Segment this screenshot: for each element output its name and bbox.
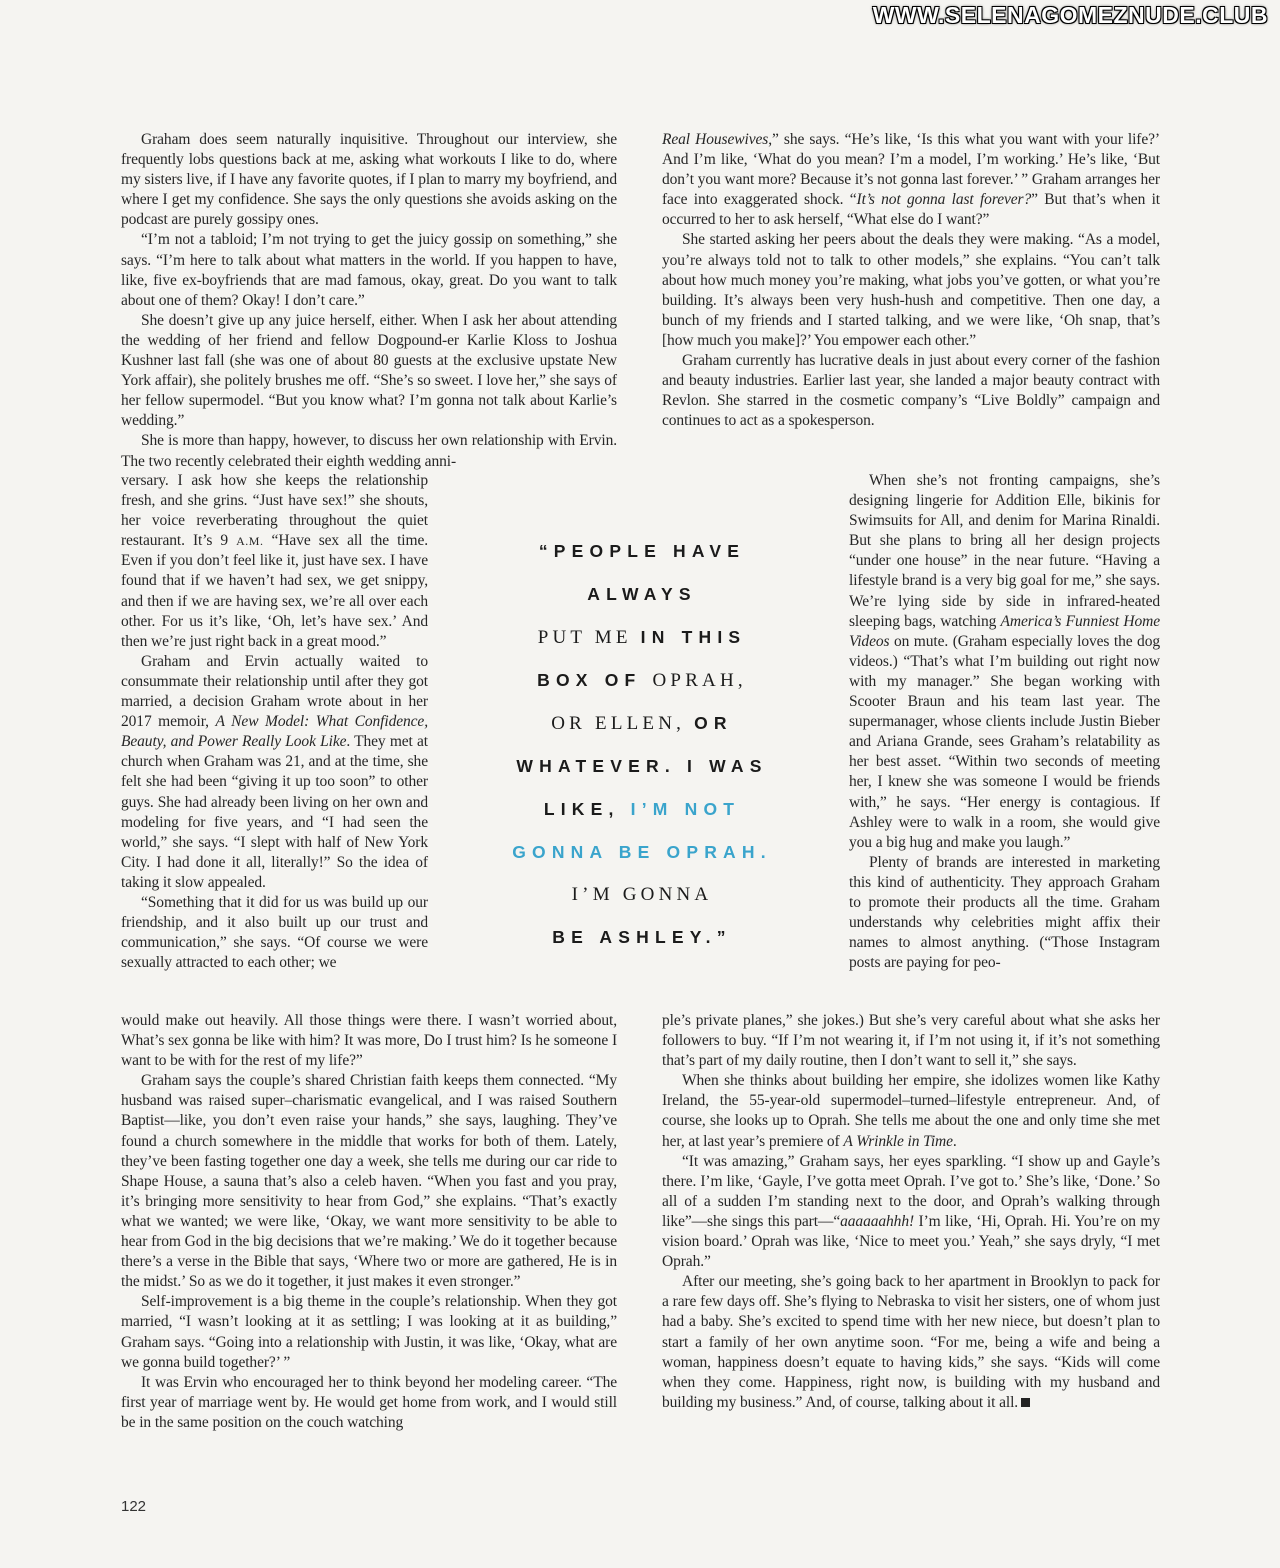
paragraph: Real Housewives,” she says. “He’s like, ‘Is this what you want with your life?’ And I’m like, ‘What do you mean? I’m a model, I’m working.’ He’s like, ‘But don’t you want more? Because it’s not gonna last forever.’ ” Graham arranges her face into exaggerated shock. “It’s not gonna last forever?” But that’s when it occurred to her to ask herself, “What else do I want?” xyxy=(662,131,1160,229)
paragraph: Graham and Ervin actually waited to consummate their relationship until after they got married, a decision Graham wrote about in her 2017 memoir, A New Model: What Confidence, Beauty, and Power Really Look Like. They met at church when Graham was 21, and at the time, she felt she had been “giving it up too soon” to other guys. She had already been living on her own and modeling for five years, and “I had seen the world,” she says. “I slept with half of New York City. I had done it all, literally!” So the idea of taking it slow appealed. xyxy=(121,652,428,891)
paragraph: When she’s not fronting campaigns, she’s designing lingerie for Addition Elle, bikinis for Swimsuits for All, and denim for Marina Rinaldi. But she plans to bring all her design projects “under one house” in the near future. “Having a lifestyle brand is a very big goal for me,” she says. We’re lying side by side in infrared-heated sleeping bags, watching America’s Funniest Home Videos on mute. (Graham especially loves the dog videos.) “That’s what I’m building out right now with my manager.” She began working with Scooter Braun and his team last year. The supermanager, whose clients include Justin Bieber and Ariana Grande, sees Graham’s relatability as her best asset. “Within two seconds of meeting her, I knew she was someone I would be friends with,” he says. “Her energy is contagious. If Ashley were to walk in a room, she would give you a big hug and make you laugh.” xyxy=(849,472,1160,851)
paragraph: She doesn’t give up any juice herself, either. When I ask her about attending the wedding of her friend and fellow Dogpound-er Karlie Kloss to Joshua Kushner last fall (she was one of about 80 guests at the exclusive upstate New York affair), she politely brushes me off. “She’s so sweet. I love her,” she says of her fellow supermodel. “But you know what? I’m gonna not talk about Karlie’s wedding.” xyxy=(121,311,617,430)
pull-quote xyxy=(470,530,814,959)
article-column-left-bottom xyxy=(121,1011,617,1433)
show-title: Real Housewives xyxy=(662,131,769,148)
paragraph: “Something that it did for us was build up our friendship, and it also built up our trust and communication,” she says. “Of course we were sexually attracted to each other; we xyxy=(121,893,428,972)
paragraph: Plenty of brands are interested in marketing this kind of authenticity. They approach Graham to promote their products all the time. Graham understands why celebrities might affix their names to almost anything. (“Those Instagram posts are paying for peo- xyxy=(849,853,1160,972)
pull-quote-line: OR ELLEN, OR xyxy=(551,713,733,734)
paragraph: Self-improvement is a big theme in the couple’s relationship. When they got married, “I wasn’t looking at it as settling; I was looking at it as building,” Graham says. “Going into a relationship with Justin, it was like, ‘Okay, what are we gonna build together?’ ” xyxy=(121,1293,617,1371)
show-title: America’s Funniest Home Videos xyxy=(849,612,1160,650)
pull-quote-line: PUT ME IN THIS xyxy=(537,627,747,648)
italic-quote: It’s not gonna last forever? xyxy=(856,191,1032,209)
film-title: A Wrinkle in Time xyxy=(843,1132,953,1150)
pull-quote-line: BE ASHLEY.” xyxy=(552,927,732,947)
paragraph: “It was amazing,” Graham says, her eyes sparkling. “I show up and Gayle’s there. I’m like, ‘Gayle, I’ve gotta meet Oprah. I’ve got to.’ She’s like, ‘Done.’ So all of a sudden I’m standing next to the door, and Oprah’s walking through like”—she sings this part—“aaaaaahhh! I’m like, ‘Hi, Oprah. Hi. You’re on my vision board.’ Oprah was like, ‘Nice to meet you.’ Yeah,” she says dryly, “I met Oprah.” xyxy=(662,1152,1161,1271)
pull-quote-line: LIKE, I’M NOT xyxy=(543,799,741,819)
paragraph: Graham does seem naturally inquisitive. Throughout our interview, she frequently lobs questions back at me, asking what workouts I like to do, where my sisters live, if I have any favorite quotes, if I plan to marry my boyfriend, and where I get my confidence. She says the only questions she avoids asking on the podcast are purely gossipy ones. xyxy=(121,131,617,229)
paragraph: versary. I ask how she keeps the relationship fresh, and she grins. “Just have sex!” she shouts, her voice reverberating throughout the quiet restaurant. It’s 9 A.M. “Have sex all the time. Even if you don’t feel like it, just have sex. I have found that if we haven’t had sex, we get snippy, and then if we are having sex, we’re all over each other. For us it’s like, ‘Oh, let’s have sex.’ And then we’re just right back in a great mood.” xyxy=(121,472,429,650)
pull-quote-line: BOX OF OPRAH, xyxy=(537,670,747,691)
end-mark-icon xyxy=(1021,1398,1030,1407)
pull-quote-line: GONNA BE OPRAH. xyxy=(512,842,772,862)
paragraph: She is more than happy, however, to discuss her own relationship with Ervin. The two recently celebrated their eighth wedding anni- xyxy=(121,432,617,470)
pull-quote-line: “PEOPLE HAVE xyxy=(538,541,746,561)
article-column-right-top xyxy=(662,130,1160,431)
pull-quote-line: WHATEVER. I WAS xyxy=(516,756,768,776)
pull-quote-line: ALWAYS xyxy=(587,584,697,604)
book-title: A New Model: What Confidence, Beauty, and Power Really Look Like xyxy=(121,713,428,751)
article-column-right-wrap xyxy=(849,471,1160,973)
paragraph: would make out heavily. All those things were there. I wasn’t worried about, What’s sex gonna be like with him? It was more, Do I trust him? Is he someone I want to be with for the rest of my life?” xyxy=(121,1012,617,1070)
paragraph: Graham says the couple’s shared Christian faith keeps them connected. “My husband was raised super–charismatic evangelical, and I was raised Southern Baptist—like, you don’t even raise your hands,” she says, laughing. They’ve found a church somewhere in the middle that works for both of them. Lately, they’ve been fasting together one day a week, she tells me during our car ride to Shape House, a sauna that’s also a celeb haven. “When you fast and you pray, it’s bringing more sensitivity to hear from God,” she explains. “That’s exactly what we wanted; we were like, ‘Okay, we want more sensitivity to be able to hear from God in the big decisions that we’re making.’ We do it together because there’s a verse in the Bible that says, ‘Where two or more are gathered, He is in the midst.’ So as we do it together, it just makes it even stronger.” xyxy=(121,1072,617,1291)
paragraph: “I’m not a tabloid; I’m not trying to get the juicy gossip on something,” she says. “I’m here to talk about what matters in the world. If you happen to have, like, five ex-boyfriends that are mad famous, okay, great. Do you want to talk about one of them? Okay! I don’t care.” xyxy=(121,231,617,309)
article-column-left-wrap xyxy=(121,471,428,973)
article-column-left-top xyxy=(121,130,617,472)
italic-exclamation: aaaaaahhh! xyxy=(840,1212,915,1230)
paragraph: After our meeting, she’s going back to her apartment in Brooklyn to pack for a rare few days off. She’s flying to Nebraska to visit her sisters, one of whom just had a baby. She’s excited to spend time with her new niece, but doesn’t plan to start a family of her own anytime soon. “For me, being a wife and being a woman, happiness doesn’t equate to having kids,” she says. “Kids will come when they come. Happiness, right now, is building with my husband and building my business.” And, of course, talking about it all. xyxy=(662,1273,1160,1411)
article-column-right-bottom xyxy=(662,1011,1160,1413)
time-smallcaps: A.M. xyxy=(236,534,264,549)
paragraph: She started asking her peers about the deals they were making. “As a model, you’re always told not to talk to other models,” she explains. “You can’t talk about how much money you’re making, what jobs you’ve gotten, or what you’re building. It’s always been very hush-hush and competitive. Then one day, a bunch of my friends and I started talking, and we were like, ‘Oh snap, that’s [how much you make]?’ You empower each other.” xyxy=(662,231,1160,349)
paragraph: It was Ervin who encouraged her to think beyond her modeling career. “The first year of marriage went by. He would get home from work, and I would still be in the same position on the couch watching xyxy=(121,1373,617,1431)
pull-quote-line: I’M GONNA xyxy=(571,884,713,905)
page-number: 122 xyxy=(121,1498,147,1515)
paragraph: When she thinks about building her empire, she idolizes women like Kathy Ireland, the 55-year-old supermodel–turned–lifestyle entrepreneur. And, of course, she looks up to Oprah. She tells me about the one and only time she met her, at last year’s premiere of A Wrinkle in Time. xyxy=(662,1072,1160,1150)
paragraph: Graham currently has lucrative deals in just about every corner of the fashion and beauty industries. Earlier last year, she landed a major beauty contract with Revlon. She starred in the cosmetic company’s “Live Boldly” campaign and continues to act as a spokesperson. xyxy=(662,352,1160,430)
watermark: WWW.SELENAGOMEZNUDE.CLUB xyxy=(872,2,1268,28)
paragraph: ple’s private planes,” she jokes.) But she’s very careful about what she asks her followers to buy. “If I’m not wearing it, if I’m not using it, if it’s not something that’s part of my daily routine, then I don’t want to sell it,” she says. xyxy=(662,1012,1160,1070)
